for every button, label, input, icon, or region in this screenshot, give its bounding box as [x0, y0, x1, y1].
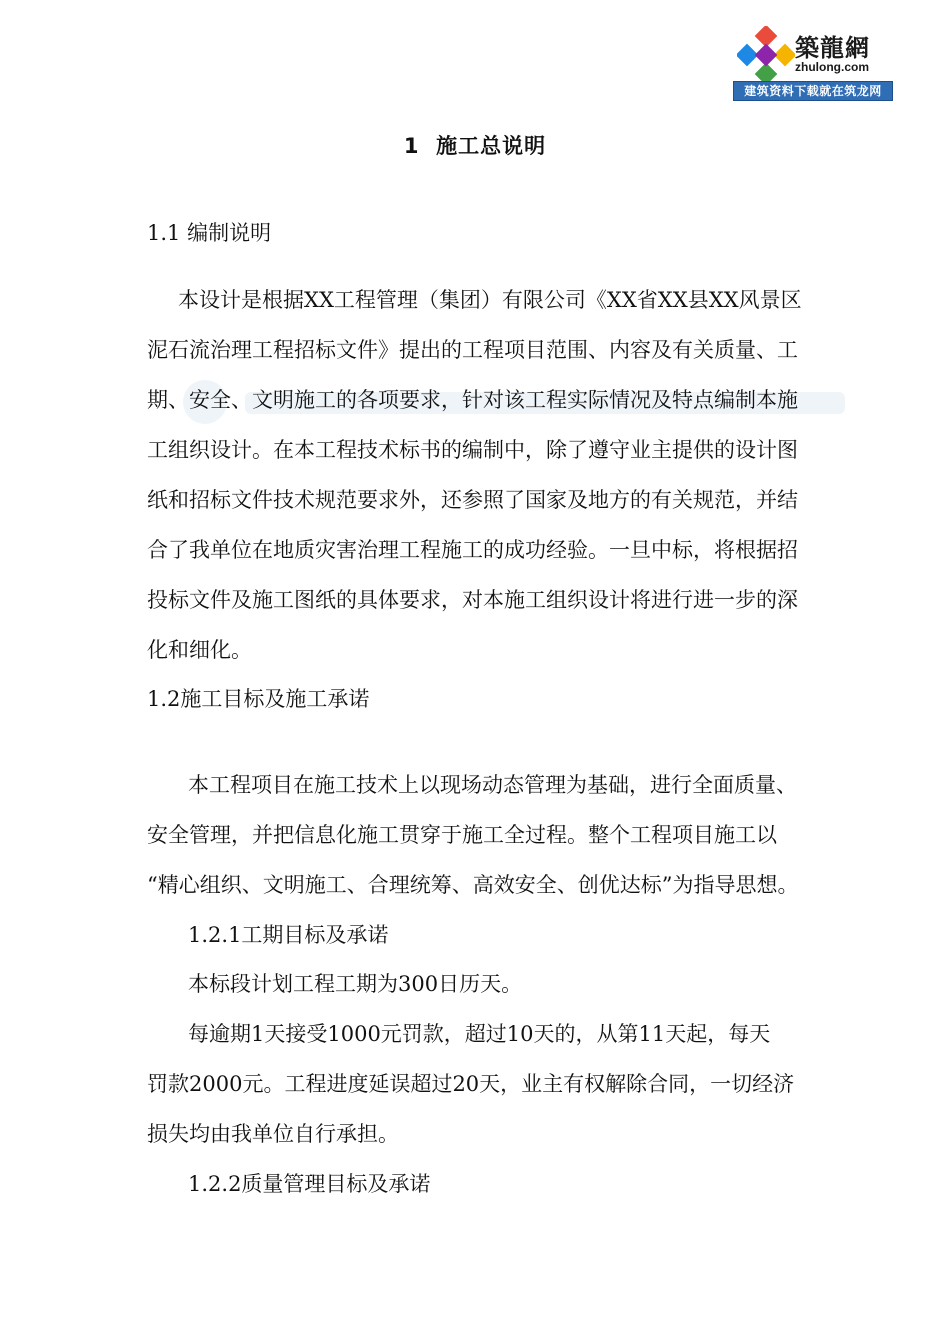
- paragraph-line: 投标文件及施工图纸的具体要求，对本施工组织设计将进行进一步的深: [147, 588, 798, 612]
- paragraph-line: 本工程项目在施工技术上以现场动态管理为基础，进行全面质量、: [188, 773, 797, 797]
- paragraph-line: 每逾期1天接受1000元罚款，超过10天的，从第11天起，每天: [188, 1022, 771, 1046]
- logo-url: zhulong.com: [795, 60, 869, 74]
- section-heading-1-2: 1.2施工目标及施工承诺: [147, 687, 370, 711]
- paragraph-line: 本标段计划工程工期为300日历天。: [188, 972, 523, 996]
- paragraph-line: “精心组织、文明施工、合理统筹、高效安全、创优达标”为指导思想。: [147, 873, 799, 897]
- paragraph-line: 化和细化。: [147, 638, 252, 662]
- paragraph-line: 安全管理，并把信息化施工贯穿于施工全过程。整个工程项目施工以: [147, 823, 777, 847]
- paragraph-line: 期、安全、文明施工的各项要求，针对该工程实际情况及特点编制本施: [147, 388, 798, 412]
- section-heading-1-2-2: 1.2.2质量管理目标及承诺: [188, 1172, 431, 1196]
- section-heading-1-1: 1.1 编制说明: [147, 221, 272, 245]
- zhulong-logo[interactable]: [733, 22, 893, 102]
- logo-name: 築龍網: [795, 34, 870, 62]
- page-title: 1 施工总说明: [403, 134, 547, 158]
- paragraph-line: 纸和招标文件技术规范要求外，还参照了国家及地方的有关规范，并结: [147, 488, 798, 512]
- logo-mark-icon: [737, 26, 795, 84]
- logo-slogan: 建筑资料下载就在筑龙网: [733, 81, 893, 101]
- paragraph-line: 损失均由我单位自行承担。: [147, 1122, 399, 1146]
- paragraph-line: 罚款2000元。工程进度延误超过20天，业主有权解除合同，一切经济: [147, 1072, 795, 1096]
- section-heading-1-2-1: 1.2.1工期目标及承诺: [188, 923, 389, 947]
- paragraph-line: 工组织设计。在本工程技术标书的编制中，除了遵守业主提供的设计图: [147, 438, 798, 462]
- paragraph-line: 泥石流治理工程招标文件》提出的工程项目范围、内容及有关质量、工: [147, 338, 798, 362]
- paragraph-line: 本设计是根据XX工程管理（集团）有限公司《XX省XX县XX风景区: [178, 288, 802, 312]
- paragraph-line: 合了我单位在地质灾害治理工程施工的成功经验。一旦中标，将根据招: [147, 538, 798, 562]
